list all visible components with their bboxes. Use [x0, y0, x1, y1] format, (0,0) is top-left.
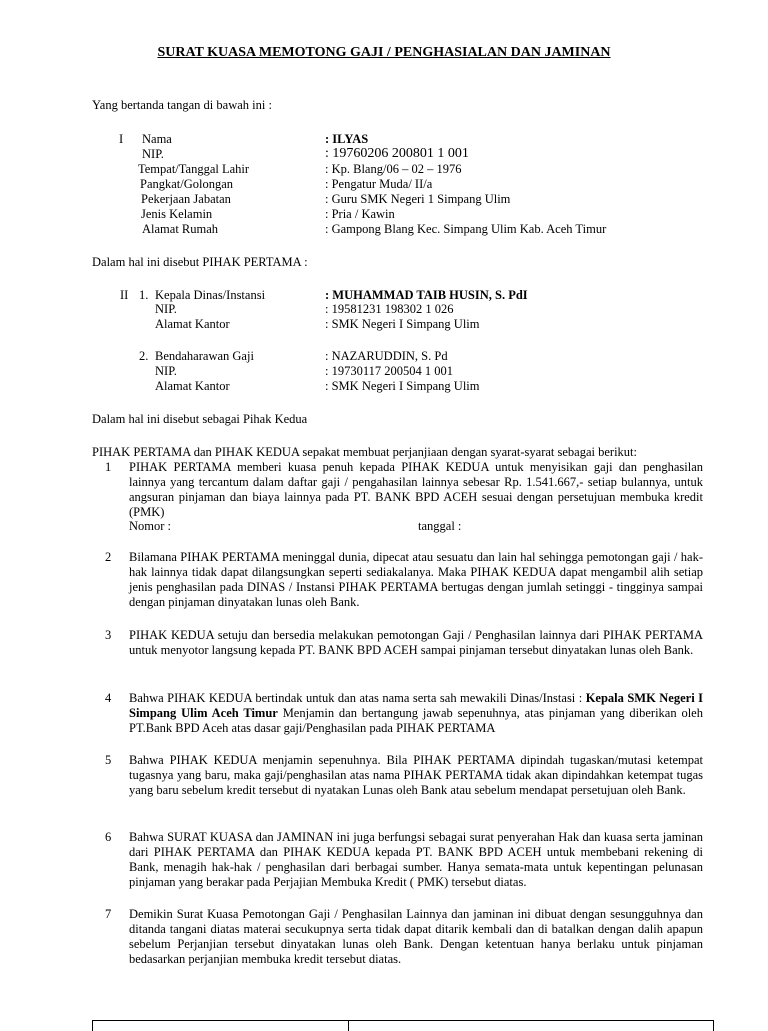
party1-value-nip: : 19760206 200801 1 001 — [325, 146, 469, 161]
party1-label-birth: Tempat/Tanggal Lahir — [138, 162, 250, 176]
clause-1-number: 1 — [105, 460, 112, 474]
party2-b-value-nip: : 19730117 200504 1 001 — [325, 364, 454, 378]
party2-closing: Dalam hal ini disebut sebagai Pihak Kedua — [92, 412, 308, 426]
party2-b-value-treasurer: : NAZARUDDIN, S. Pd — [325, 349, 448, 363]
party1-label-name: Nama — [142, 132, 172, 146]
clause-3-text: PIHAK KEDUA setuju dan bersedia melakukan pemotongan Gaji / Penghasilan lainnya dari PIHAK PERTAMA untuk menyotor langsung kepada PT. BANK BPD ACEH sampai pinjaman tersebut dinyatakan lunas oleh Bank. — [129, 628, 703, 657]
clause-1-tanggal-label: tanggal : — [418, 519, 462, 533]
clause-6-number: 6 — [105, 830, 112, 844]
party2-b-value-office: : SMK Negeri I Simpang Ulim — [325, 379, 480, 393]
party1-label-job: Pekerjaan Jabatan — [141, 192, 231, 206]
clause-2-number: 2 — [105, 550, 112, 564]
clause-7-number: 7 — [105, 907, 112, 921]
clause-4-text — [129, 691, 703, 736]
party1-value-name: : ILYAS — [325, 132, 369, 146]
party1-label-gender: Jenis Kelamin — [141, 207, 213, 221]
party2-a-value-nip: : 19581231 198302 1 026 — [325, 302, 454, 316]
party1-label-rank: Pangkat/Golongan — [140, 177, 234, 191]
clause-1-text: PIHAK PERTAMA memberi kuasa penuh kepada PIHAK KEDUA untuk menyisikan gaji dan penghasilan lainnya yang tercantum dalam daftar gaji / pengahasilan lainnya sebesar Rp. 1.541.667,- setiap bulannya, untuk angsuran pinjaman dan biaya lainnya pada PT. BANK BPD ACEH sesuai dengan persetujuan membuka kredit (PMK) — [129, 460, 703, 519]
intro-text: Yang bertanda tangan di bawah ini : — [92, 98, 272, 112]
clause-3-number: 3 — [105, 628, 112, 642]
clause-4-number: 4 — [105, 691, 112, 705]
party2-roman: II — [120, 288, 129, 302]
clause-4-text-b: Menjamin dan bertangung jawab sepenuhnya, atas pinjaman yang diberikan oleh PT.Bank BPD Aceh atas dasar gaji/Penghasilan pada PIHAK PERTAMA — [129, 706, 703, 735]
party2-a-label-head: Kepala Dinas/Instansi — [155, 288, 266, 302]
signature-table-divider — [348, 1021, 349, 1031]
party2-a-num: 1. — [139, 288, 149, 302]
party1-roman: I — [119, 132, 124, 146]
party2-a-value-head: : MUHAMMAD TAIB HUSIN, S. PdI — [325, 288, 528, 302]
clause-5-text: Bahwa PIHAK KEDUA menjamin sepenuhnya. Bila PIHAK PERTAMA dipindah tugaskan/mutasi ketempat tugasnya yang baru, maka gaji/penghasilan atas nama PIHAK PERTAMA tidak akan dipindahkan ketempat tugas yang baru sebelum kredit tersebut di nyatakan Lunas oleh Bank atau sebelum mendapat persetujuan oleh Bank. — [129, 753, 703, 797]
party1-value-gender: : Pria / Kawin — [325, 207, 395, 221]
party1-label-nip: NIP. — [142, 147, 164, 161]
party1-value-address: : Gampong Blang Kec. Simpang Ulim Kab. Aceh Timur — [325, 222, 607, 236]
clause-4-text-bold: Kepala SMK Negeri I Simpang Ulim Aceh Timur — [129, 691, 703, 720]
clause-7-text: Demikin Surat Kuasa Pemotongan Gaji / Penghasilan Lainnya dan jaminan ini dibuat dengan sesungguhnya dan ditanda tangani diatas materai secukupnya serta tidak dapat ditarik kembali dan di batalkan dengan dalih apapun sebelum Perjanjian tersebut dinyatakan lunas oleh Bank. Dengan ketentuan hanya berlaku untuk pinjaman bedasarkan perjanjian membuka kredit tersebut diatas. — [129, 907, 703, 966]
party2-a-label-office: Alamat Kantor — [155, 317, 230, 331]
party1-value-job: : Guru SMK Negeri 1 Simpang Ulim — [325, 192, 511, 206]
party2-b-label-office: Alamat Kantor — [155, 379, 230, 393]
clause-4-text-a: Bahwa PIHAK KEDUA bertindak untuk dan atas nama serta sah mewakili Dinas/Instasi : — [129, 691, 586, 705]
document-title: SURAT KUASA MEMOTONG GAJI / PENGHASIALAN DAN JAMINAN — [157, 45, 611, 60]
clause-2-text: Bilamana PIHAK PERTAMA meninggal dunia, dipecat atau sesuatu dan lain hal sehingga pemotongan gaji / hak-hak lainnya tidak dapat dilangsungkan seperti sediakalanya. Maka PIHAK KEDUA dapat mengambil alih setiap jenis penghasilan pada DINAS / Instansi PIHAK PERTAMA bertugas dengan jumlah setinggi - tingginya sampai dengan pinjaman dinyatakan lunas oleh Bank. — [129, 550, 703, 609]
clause-6-text: Bahwa SURAT KUASA dan JAMINAN ini juga berfungsi sebagai surat penyerahan Hak dan kuasa serta jaminan dari PIHAK PERTAMA dan PIHAK KEDUA kepada PT. BANK BPD ACEH untuk membebani rekening di Bank, menagih hak-hak / penghasilan dari berbagai sumber. Hanya semata-mata untuk kepentingan pelunasan pinjaman yang berakar pada Perjajian Membuka Kredit ( PMK) tersebut diatas. — [129, 830, 703, 889]
clause-1-nomor-label: Nomor : — [129, 519, 172, 533]
party2-b-label-treasurer: Bendaharawan Gaji — [155, 349, 254, 363]
agreement-intro: PIHAK PERTAMA dan PIHAK KEDUA sepakat membuat perjanjiaan dengan syarat-syarat sebagai berikut: — [92, 445, 637, 459]
party2-b-label-nip: NIP. — [155, 364, 177, 378]
party1-value-rank: : Pengatur Muda/ II/a — [325, 177, 433, 191]
party1-label-address: Alamat Rumah — [142, 222, 219, 236]
signature-table — [92, 1020, 714, 1031]
party1-closing: Dalam hal ini disebut PIHAK PERTAMA : — [92, 255, 308, 269]
clause-5-number: 5 — [105, 753, 112, 767]
party2-b-num: 2. — [139, 349, 149, 363]
party2-a-value-office: : SMK Negeri I Simpang Ulim — [325, 317, 480, 331]
party2-a-label-nip: NIP. — [155, 302, 177, 316]
party1-value-birth: : Kp. Blang/06 – 02 – 1976 — [325, 162, 462, 176]
